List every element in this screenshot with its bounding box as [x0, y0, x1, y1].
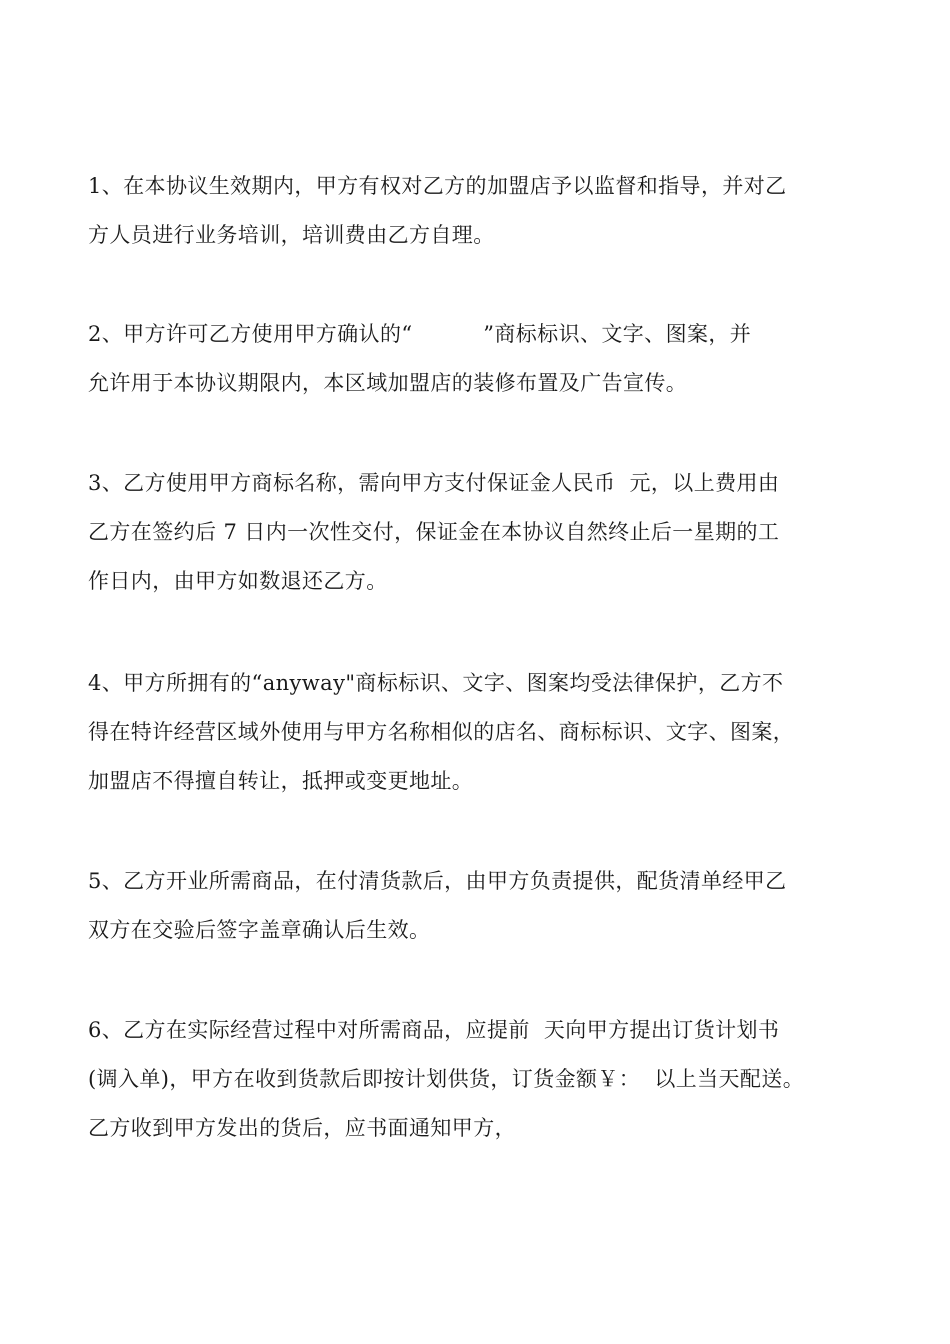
clause-line: 3、乙方使用甲方商标名称，需向甲方支付保证金人民币 元，以上费用由	[88, 471, 780, 495]
clause-6	[88, 1006, 878, 1153]
clause-line: 加盟店不得擅自转让，抵押或变更地址。	[88, 769, 474, 793]
clause-line: 乙方收到甲方发出的货后，应书面通知甲方，	[88, 1116, 516, 1140]
clause-5	[88, 857, 878, 955]
clause-line: 双方在交验后签字盖章确认后生效。	[88, 918, 431, 942]
clause-line: 得在特许经营区域外使用与甲方名称相似的店名、商标标识、文字、图案，	[88, 720, 795, 744]
clause-line: 方人员进行业务培训，培训费由乙方自理。	[88, 223, 495, 247]
clause-line: 作日内，由甲方如数退还乙方。	[88, 569, 388, 593]
clause-4	[88, 659, 878, 806]
clause-line: 1、在本协议生效期内，甲方有权对乙方的加盟店予以监督和指导，并对乙	[88, 174, 787, 198]
clause-line: 2、甲方许可乙方使用甲方确认的“ ”商标标识、文字、图案，并	[88, 322, 752, 346]
clause-line: 4、甲方所拥有的“anyway"商标标识、文字、图案均受法律保护，乙方不	[88, 671, 784, 695]
clause-1	[88, 162, 878, 260]
clause-2	[88, 310, 878, 408]
clause-line: 乙方在签约后 7 日内一次性交付，保证金在本协议自然终止后一星期的工	[88, 520, 780, 544]
clause-3	[88, 459, 878, 606]
clause-line: 5、乙方开业所需商品，在付清货款后，由甲方负责提供，配货清单经甲乙	[88, 869, 787, 893]
clause-line: (调入单)，甲方在收到货款后即按计划供货，订货金额￥： 以上当天配送。	[88, 1067, 805, 1091]
clause-line: 允许用于本协议期限内，本区域加盟店的装修布置及广告宣传。	[88, 371, 688, 395]
clause-line: 6、乙方在实际经营过程中对所需商品，应提前 天向甲方提出订货计划书	[88, 1018, 780, 1042]
